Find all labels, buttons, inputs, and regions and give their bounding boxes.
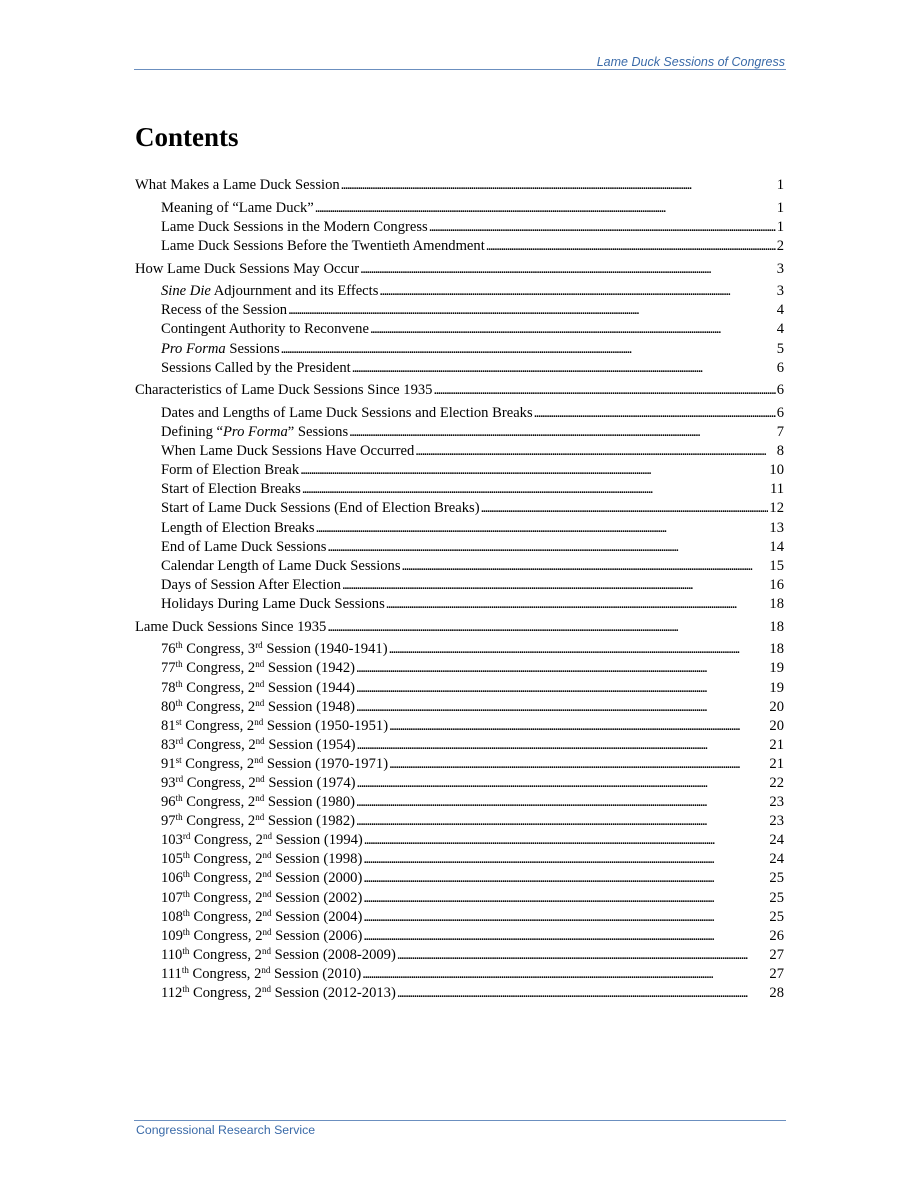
toc-entry-label: Form of Election Break: [161, 462, 300, 479]
dot-leader: [356, 812, 768, 831]
dot-leader: [370, 320, 776, 339]
dot-leader: [364, 831, 769, 850]
toc-entry-label: Contingent Authority to Reconvene: [161, 321, 369, 338]
congress-number: 97: [161, 813, 176, 830]
toc-subsection-entry[interactable]: [135, 557, 784, 576]
session-ordinal-suffix: nd: [254, 716, 264, 727]
italic-term: Pro Forma: [223, 424, 288, 441]
toc-page-number: 24: [769, 851, 784, 868]
dot-leader: [534, 404, 776, 423]
toc-entry-label: 93rd Congress, 2nd Session (1974): [161, 773, 356, 791]
page-title: Contents: [135, 122, 239, 152]
toc-entry-label: 96th Congress, 2nd Session (1980): [161, 793, 356, 811]
toc-page-number: 18: [769, 595, 784, 612]
toc-subsection-entry[interactable]: [135, 812, 784, 831]
session-number: 2: [255, 832, 263, 849]
toc-entry-label: Sessions Called by the President: [161, 359, 351, 376]
toc-subsection-entry[interactable]: [135, 461, 784, 480]
session-years: 1950-1951: [319, 717, 384, 734]
toc-subsection-entry[interactable]: [135, 576, 784, 595]
toc-page-number: 14: [769, 538, 784, 555]
toc-subsection-entry[interactable]: [135, 946, 784, 965]
dot-leader: [363, 850, 768, 869]
footer-publisher: Congressional Research Service: [136, 1123, 316, 1137]
toc-entry-label: Calendar Length of Lame Duck Sessions: [161, 557, 401, 574]
congress-ordinal-suffix: th: [175, 640, 183, 651]
session-years: 2006: [328, 927, 358, 944]
toc-page-number: 25: [769, 870, 784, 887]
toc-entry-label: 78th Congress, 2nd Session (1944): [161, 678, 356, 696]
congress-number: 96: [161, 794, 176, 811]
toc-entry-label: Lame Duck Sessions in the Modern Congress: [161, 218, 428, 235]
toc-entry-label: 111th Congress, 2nd Session (2010): [161, 964, 362, 982]
toc-page-number: 11: [769, 481, 784, 498]
dot-leader: [397, 946, 769, 965]
toc-page-number: 20: [769, 698, 784, 715]
congress-number: 91: [161, 755, 176, 772]
session-ordinal-suffix: nd: [261, 945, 271, 956]
session-ordinal-suffix: nd: [262, 926, 272, 937]
toc-entry-label: 108th Congress, 2nd Session (2004): [161, 907, 363, 925]
toc-subsection-entry[interactable]: [135, 984, 784, 1003]
toc-subsection-entry[interactable]: [135, 927, 784, 946]
session-years: 1994: [328, 832, 358, 849]
congress-ordinal-suffix: th: [175, 793, 183, 804]
dot-leader: [389, 755, 768, 774]
toc-page-number: 18: [769, 641, 784, 658]
dot-leader: [288, 301, 776, 320]
dot-leader: [429, 218, 776, 237]
session-years: 1980: [320, 794, 351, 811]
dot-leader: [352, 359, 776, 378]
dot-leader: [300, 461, 768, 480]
toc-entry-label: Characteristics of Lame Duck Sessions Since 1935: [135, 382, 433, 399]
toc-subsection-entry[interactable]: [135, 679, 784, 698]
toc-page-number: 27: [769, 965, 784, 982]
toc-subsection-entry[interactable]: [135, 717, 784, 736]
session-ordinal-suffix: nd: [255, 773, 265, 784]
toc-page-number: 2: [776, 237, 784, 254]
congress-ordinal-suffix: th: [181, 964, 189, 975]
toc-entry-label: What Makes a Lame Duck Session: [135, 177, 340, 193]
toc-subsection-entry[interactable]: [135, 736, 784, 755]
toc-entry-label: How Lame Duck Sessions May Occur: [135, 260, 360, 277]
toc-entry-label: Start of Election Breaks: [161, 481, 301, 498]
toc-page-number: 19: [769, 679, 784, 696]
congress-ordinal-suffix: th: [182, 907, 190, 918]
session-years: 2012-2013: [327, 985, 391, 1001]
congress-number: 107: [161, 889, 183, 906]
dot-leader: [302, 480, 769, 499]
toc-entry-label: 110th Congress, 2nd Session (2008-2009): [161, 945, 396, 963]
toc-subsection-entry[interactable]: [135, 850, 784, 869]
toc-page-number: 25: [769, 889, 784, 906]
toc-entry-label: 81st Congress, 2nd Session (1950-1951): [161, 716, 389, 734]
session-number: 3: [247, 641, 256, 658]
session-ordinal-suffix: nd: [262, 869, 272, 880]
congress-number: 78: [161, 679, 176, 696]
session-years: 1944: [320, 679, 351, 696]
toc-entry-label: End of Lame Duck Sessions: [161, 538, 327, 555]
toc-subsection-entry[interactable]: [135, 320, 784, 339]
session-ordinal-suffix: nd: [255, 659, 265, 670]
congress-number: 111: [161, 965, 182, 982]
toc-subsection-entry[interactable]: [135, 519, 784, 538]
congress-ordinal-suffix: th: [182, 926, 190, 937]
toc-entry-label: 97th Congress, 2nd Session (1982): [161, 812, 356, 830]
toc-subsection-entry[interactable]: [135, 538, 784, 557]
toc-page-number: 5: [776, 340, 784, 357]
toc-page-number: 23: [769, 794, 784, 811]
toc-entry-label: Sine Die Adjournment and its Effects: [161, 283, 379, 300]
dot-leader: [433, 381, 775, 400]
session-number: 2: [255, 927, 263, 944]
congress-ordinal-suffix: rd: [182, 831, 191, 842]
toc-entry-label: When Lame Duck Sessions Have Occurred: [161, 443, 415, 460]
toc-subsection-entry[interactable]: [135, 640, 784, 659]
table-of-contents: [135, 176, 784, 1003]
toc-subsection-entry[interactable]: [135, 965, 784, 984]
congress-ordinal-suffix: th: [182, 888, 190, 899]
session-years: 1942: [320, 660, 351, 677]
dot-leader: [402, 557, 769, 576]
session-number: 2: [246, 717, 255, 734]
toc-page-number: 4: [776, 302, 784, 319]
session-number: 2: [255, 908, 263, 925]
congress-number: 112: [161, 985, 183, 1001]
session-years: 1948: [320, 698, 351, 715]
session-years: 2008-2009: [327, 946, 391, 963]
dot-leader: [357, 774, 769, 793]
dot-leader: [486, 237, 776, 256]
dot-leader: [327, 618, 768, 637]
footer-rule: [134, 1120, 786, 1121]
toc-entry-label: 76th Congress, 3rd Session (1940-1941): [161, 640, 388, 658]
congress-ordinal-suffix: th: [175, 678, 183, 689]
toc-subsection-entry[interactable]: [135, 359, 784, 378]
toc-entry-label: 105th Congress, 2nd Session (1998): [161, 850, 363, 868]
session-number: 2: [248, 774, 256, 791]
toc-subsection-entry[interactable]: [135, 595, 784, 614]
toc-page-number: 1: [776, 218, 784, 235]
congress-ordinal-suffix: th: [175, 812, 183, 823]
toc-page-number: 10: [769, 462, 784, 479]
session-number: 2: [254, 965, 262, 982]
dot-leader: [342, 576, 768, 595]
toc-page-number: 1: [776, 199, 784, 216]
dot-leader: [389, 717, 768, 736]
toc-entry-label: Holidays During Lame Duck Sessions: [161, 595, 385, 612]
toc-subsection-entry[interactable]: [135, 698, 784, 717]
session-number: 2: [255, 870, 263, 887]
dot-leader: [363, 908, 768, 927]
dot-leader: [327, 538, 768, 557]
session-ordinal-suffix: nd: [261, 984, 271, 994]
toc-entry-label: Dates and Lengths of Lame Duck Sessions and Election Breaks: [161, 405, 533, 421]
congress-number: 80: [161, 698, 176, 715]
congress-ordinal-suffix: th: [175, 659, 183, 670]
toc-entry-label: Meaning of “Lame Duck”: [161, 199, 314, 216]
toc-entry-label: 80th Congress, 2nd Session (1948): [161, 697, 356, 715]
toc-entry-label: 109th Congress, 2nd Session (2006): [161, 926, 363, 944]
dot-leader: [481, 499, 769, 518]
session-years: 1940-1941: [319, 641, 383, 658]
session-number: 2: [254, 985, 262, 1001]
session-ordinal-suffix: nd: [262, 850, 272, 861]
toc-subsection-entry[interactable]: [135, 889, 784, 908]
session-years: 1998: [328, 851, 358, 868]
toc-entry-label: Lame Duck Sessions Since 1935: [135, 618, 327, 635]
toc-page-number: 22: [769, 774, 784, 791]
toc-subsection-entry[interactable]: [135, 237, 784, 256]
dot-leader: [397, 984, 769, 1003]
session-number: 2: [247, 794, 256, 811]
session-number: 2: [248, 736, 256, 753]
italic-term: Sine Die: [161, 283, 211, 300]
session-ordinal-suffix: nd: [255, 697, 265, 708]
toc-page-number: 23: [769, 813, 784, 830]
toc-page-number: 21: [769, 736, 784, 753]
toc-subsection-entry[interactable]: [135, 755, 784, 774]
toc-page-number: 21: [769, 755, 784, 772]
session-years: 1954: [321, 736, 351, 753]
session-ordinal-suffix: nd: [255, 793, 265, 804]
toc-subsection-entry[interactable]: [135, 908, 784, 927]
dot-leader: [363, 869, 768, 888]
toc-subsection-entry[interactable]: [135, 301, 784, 320]
session-number: 2: [247, 813, 256, 830]
dot-leader: [349, 423, 776, 442]
toc-page-number: 16: [769, 576, 784, 593]
dot-leader: [360, 260, 776, 279]
congress-number: 93: [161, 774, 176, 791]
toc-page-number: 3: [776, 283, 784, 300]
session-number: 2: [247, 679, 256, 696]
toc-page-number: 4: [776, 321, 784, 338]
dot-leader: [341, 176, 776, 195]
toc-subsection-entry[interactable]: [135, 340, 784, 359]
session-number: 2: [254, 946, 262, 963]
toc-page-number: 8: [776, 443, 784, 460]
congress-number: 77: [161, 660, 176, 677]
session-number: 2: [255, 851, 263, 868]
congress-ordinal-suffix: th: [175, 697, 183, 708]
toc-subsection-entry[interactable]: [135, 793, 784, 812]
running-header-title: Lame Duck Sessions of Congress: [596, 55, 785, 69]
toc-page-number: 6: [776, 405, 784, 421]
toc-subsection-entry[interactable]: [135, 423, 784, 442]
session-years: 2002: [328, 889, 358, 906]
dot-leader: [362, 965, 768, 984]
toc-entry-label: Recess of the Session: [161, 302, 288, 319]
toc-page-number: 19: [769, 660, 784, 677]
dot-leader: [363, 927, 768, 946]
congress-number: 109: [161, 927, 183, 944]
toc-entry-label: Lame Duck Sessions Before the Twentieth Amendment: [161, 237, 485, 254]
dot-leader: [356, 793, 768, 812]
congress-number: 108: [161, 908, 183, 925]
toc-page-number: 6: [776, 359, 784, 376]
toc-entry-label: 83rd Congress, 2nd Session (1954): [161, 735, 356, 753]
dot-leader: [356, 698, 768, 717]
toc-section-entry[interactable]: [135, 381, 784, 400]
congress-number: 105: [161, 851, 183, 868]
toc-page-number: 1: [776, 177, 784, 193]
session-years: 1974: [321, 774, 351, 791]
toc-section-entry[interactable]: [135, 618, 784, 637]
congress-number: 106: [161, 870, 183, 887]
dot-leader: [316, 519, 769, 538]
session-years: 1970-1971: [319, 755, 384, 772]
session-ordinal-suffix: nd: [262, 831, 272, 842]
session-ordinal-suffix: nd: [255, 812, 265, 823]
congress-ordinal-suffix: th: [182, 869, 190, 880]
congress-ordinal-suffix: th: [182, 945, 190, 956]
session-number: 2: [247, 698, 256, 715]
toc-page-number: 25: [769, 908, 784, 925]
session-ordinal-suffix: nd: [255, 735, 265, 746]
dot-leader: [281, 340, 776, 359]
toc-subsection-entry[interactable]: [135, 218, 784, 237]
toc-subsection-entry[interactable]: [135, 442, 784, 461]
toc-page-number: 28: [769, 985, 784, 1001]
toc-entry-label: Pro Forma Sessions: [161, 340, 280, 357]
congress-ordinal-suffix: rd: [175, 773, 184, 784]
toc-subsection-entry[interactable]: [135, 480, 784, 499]
dot-leader: [357, 736, 769, 755]
toc-entry-label: 77th Congress, 2nd Session (1942): [161, 659, 356, 677]
session-ordinal-suffix: nd: [254, 754, 264, 765]
session-years: 1982: [320, 813, 351, 830]
toc-page-number: 13: [769, 519, 784, 536]
session-years: 2010: [327, 965, 357, 982]
congress-number: 81: [161, 717, 176, 734]
dot-leader: [379, 282, 775, 301]
congress-number: 103: [161, 832, 183, 849]
toc-subsection-entry[interactable]: [135, 282, 784, 301]
dot-leader: [363, 889, 768, 908]
toc-page-number: 3: [776, 260, 784, 277]
session-ordinal-suffix: rd: [255, 640, 263, 651]
dot-leader: [389, 640, 769, 659]
toc-page-number: 15: [769, 557, 784, 574]
header-rule: [134, 69, 786, 70]
dot-leader: [415, 442, 775, 461]
toc-subsection-entry[interactable]: [135, 499, 784, 518]
dot-leader: [356, 679, 768, 698]
toc-entry-label: Length of Election Breaks: [161, 519, 315, 536]
toc-page-number: 7: [776, 424, 784, 441]
session-ordinal-suffix: nd: [261, 964, 271, 975]
toc-subsection-entry[interactable]: [135, 199, 784, 218]
congress-number: 110: [161, 946, 183, 963]
toc-page-number: 18: [769, 618, 784, 635]
toc-subsection-entry[interactable]: [135, 831, 784, 850]
toc-entry-label: 112th Congress, 2nd Session (2012-2013): [161, 984, 396, 1001]
session-number: 2: [255, 889, 263, 906]
toc-entry-label: 107th Congress, 2nd Session (2002): [161, 888, 363, 906]
toc-page-number: 24: [769, 832, 784, 849]
toc-subsection-entry[interactable]: [135, 404, 784, 423]
toc-entry-label: Days of Session After Election: [161, 576, 341, 593]
congress-ordinal-suffix: th: [182, 984, 190, 994]
congress-number: 83: [161, 736, 176, 753]
toc-entry-label: Start of Lame Duck Sessions (End of Election Breaks): [161, 500, 480, 517]
toc-subsection-entry[interactable]: [135, 869, 784, 888]
toc-section-entry[interactable]: [135, 260, 784, 279]
toc-page-number: 26: [769, 927, 784, 944]
congress-number: 76: [161, 641, 176, 658]
session-ordinal-suffix: nd: [262, 888, 272, 899]
toc-entry-label: Defining “Pro Forma” Sessions: [161, 424, 349, 441]
session-number: 2: [246, 755, 255, 772]
dot-leader: [386, 595, 769, 614]
toc-page-number: 12: [769, 500, 784, 517]
session-years: 2000: [328, 870, 358, 887]
session-ordinal-suffix: nd: [262, 907, 272, 918]
toc-entry-label: 91st Congress, 2nd Session (1970-1971): [161, 754, 389, 772]
congress-ordinal-suffix: st: [175, 754, 182, 765]
toc-subsection-entry[interactable]: [135, 774, 784, 793]
congress-ordinal-suffix: rd: [175, 735, 184, 746]
dot-leader: [356, 659, 768, 678]
toc-page-number: 6: [776, 382, 784, 399]
toc-entry-label: 103rd Congress, 2nd Session (1994): [161, 831, 363, 849]
toc-page-number: 27: [769, 946, 784, 963]
toc-section-entry[interactable]: [135, 176, 784, 195]
italic-term: Pro Forma: [161, 340, 226, 357]
toc-page-number: 20: [769, 717, 784, 734]
session-years: 2004: [328, 908, 358, 925]
toc-entry-label: 106th Congress, 2nd Session (2000): [161, 869, 363, 887]
session-ordinal-suffix: nd: [255, 678, 265, 689]
session-number: 2: [247, 660, 256, 677]
dot-leader: [315, 199, 776, 218]
toc-subsection-entry[interactable]: [135, 659, 784, 678]
congress-ordinal-suffix: th: [182, 850, 190, 861]
congress-ordinal-suffix: st: [175, 716, 182, 727]
